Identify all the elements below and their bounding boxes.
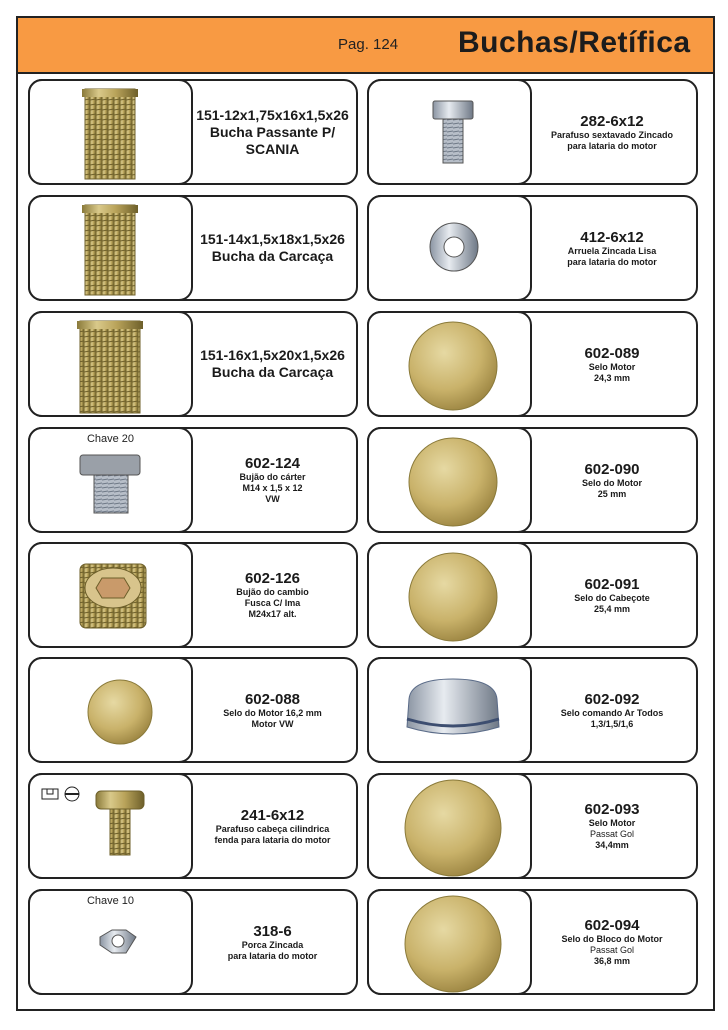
seal-disc-icon: [369, 891, 532, 995]
product-image: [28, 657, 193, 763]
hex-nut-icon: [30, 891, 193, 995]
product-card: [28, 311, 358, 417]
product-image: [367, 542, 532, 648]
product-text: 151-14x1,5x18x1,5x26 Bucha da Carcaça: [200, 231, 345, 264]
product-card: [28, 889, 358, 995]
wrench-size-label: Chave 20: [86, 433, 135, 445]
bushing-icon: [30, 81, 193, 185]
product-image: [367, 889, 532, 995]
product-card: [367, 79, 698, 185]
product-card: [367, 657, 698, 763]
product-card: [367, 889, 698, 995]
product-image: [28, 427, 193, 533]
seal-disc-icon: [30, 659, 193, 763]
seal-disc-icon: [369, 313, 532, 417]
product-card: [28, 657, 358, 763]
product-text: 602-124 Bujão do cárter M14 x 1,5 x 12 VW: [239, 455, 306, 504]
slotted-screw-icon: [30, 775, 193, 879]
product-image: [367, 79, 532, 185]
page-title: Buchas/Retífica: [458, 26, 691, 59]
bushing-icon: [30, 197, 193, 301]
product-card: [28, 542, 358, 648]
product-text: 602-089 Selo Motor 24,3 mm: [584, 344, 640, 383]
product-text: 151-16x1,5x20x1,5x26 Bucha da Carcaça: [200, 347, 345, 380]
cup-seal-icon: [369, 659, 532, 763]
product-image: [28, 79, 193, 185]
hex-bolt-icon: [369, 81, 532, 185]
product-text: 282-6x12 Parafuso sextavado Zincado para lataria do motor: [550, 112, 674, 151]
product-card: [367, 311, 698, 417]
product-card: [28, 195, 358, 301]
page-number: Pag. 124: [338, 36, 399, 53]
product-text: 412-6x12 Arruela Zincada Lisa para lataria do motor: [567, 228, 657, 267]
product-text: 602-090 Selo do Motor 25 mm: [582, 460, 642, 499]
washer-icon: [369, 197, 532, 301]
wrench-size-label: Chave 10: [86, 895, 135, 907]
product-image: [367, 773, 532, 879]
product-text: 318-6 Porca Zincada para lataria do motor: [227, 922, 318, 961]
seal-disc-icon: [369, 544, 532, 648]
seal-disc-icon: [369, 429, 532, 533]
product-card: [367, 427, 698, 533]
seal-disc-icon: [369, 775, 532, 879]
gearbox-plug-icon: [30, 544, 193, 648]
product-card: [367, 195, 698, 301]
bushing-icon: [30, 313, 193, 417]
product-text: 241-6x12 Parafuso cabeça cilindrica fenda para lataria do motor: [214, 806, 331, 845]
product-image: [28, 542, 193, 648]
product-text: 602-091 Selo do Cabeçote 25,4 mm: [574, 575, 650, 614]
product-card: [367, 542, 698, 648]
product-image: [367, 427, 532, 533]
product-image: [28, 311, 193, 417]
product-text: 602-126 Bujão do cambio Fusca C/ Ima M24x17 alt.: [236, 570, 309, 619]
product-image: [28, 195, 193, 301]
product-image: [28, 773, 193, 879]
page-header: [18, 18, 713, 74]
product-image: [28, 889, 193, 995]
product-card: [28, 773, 358, 879]
product-text: 602-093 Selo Motor Passat Gol 34,4mm: [584, 801, 640, 850]
product-text: 602-094 Selo do Bloco do Motor Passat Gol 36,8 mm: [561, 917, 663, 966]
product-card: [28, 79, 358, 185]
product-text: 151-12x1,75x16x1,5x26 Bucha Passante P/ SCANIA: [196, 106, 349, 157]
product-card: [28, 427, 358, 533]
product-text: 602-092 Selo comando Ar Todos 1,3/1,5/1,6: [560, 690, 664, 729]
product-image: [367, 195, 532, 301]
drain-plug-icon: [30, 429, 193, 533]
product-card: [367, 773, 698, 879]
product-text: 602-088 Selo do Motor 16,2 mm Motor VW: [223, 690, 322, 729]
product-image: [367, 311, 532, 417]
product-image: [367, 657, 532, 763]
